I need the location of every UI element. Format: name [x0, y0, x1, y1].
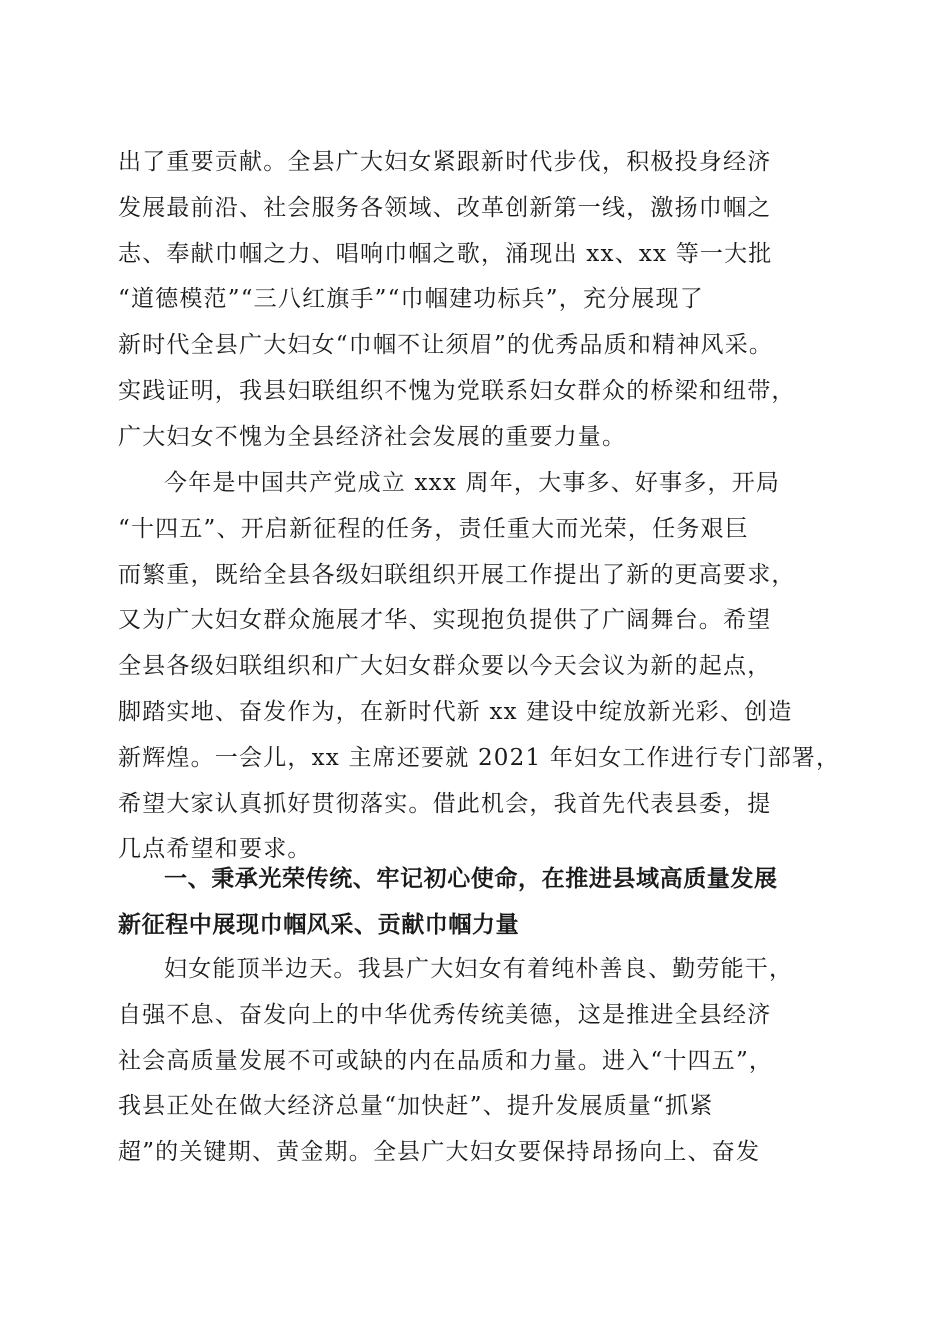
text-line: 我县正处在做大经济总量“加快赶”、提升发展质量“抓紧	[118, 1093, 714, 1120]
text-line: 出了重要贡献。全县广大妇女紧跟新时代步伐，积极投身经济	[118, 149, 772, 175]
text-line: 脚踏实地、奋发作为，在新时代新 xx 建设中绽放新光彩、创造	[118, 698, 793, 725]
text-line: 发展最前沿、社会服务各领域、改革创新第一线，激扬巾帼之	[118, 194, 772, 221]
text-line: 新辉煌。一会儿，xx 主席还要就 2021 年妇女工作进行专门部署，	[118, 744, 841, 771]
text-line: “道德模范”“三八红旗手”“巾帼建功标兵”，充分展现了	[118, 286, 704, 313]
text-line: “十四五”、开启新征程的任务，责任重大而光荣，任务艰巨	[118, 515, 749, 542]
text-line: 自强不息、奋发向上的中华优秀传统美德，这是推进全县经济	[118, 1001, 772, 1028]
text-line: 新时代全县广大妇女“巾帼不让须眉”的优秀品质和精神风采。	[118, 332, 774, 359]
text-line: 超”的关键期、黄金期。全县广大妇女要保持昂扬向上、奋发	[118, 1139, 761, 1166]
text-line: 全县各级妇联组织和广大妇女群众要以今天会议为新的起点，	[118, 653, 772, 680]
paragraph-half-the-sky	[118, 947, 832, 1176]
text-line: 妇女能顶半边天。我县广大妇女有着纯朴善良、勤劳能干，	[164, 956, 794, 982]
section-heading-1	[118, 857, 832, 949]
text-line: 实践证明，我县妇联组织不愧为党联系妇女群众的桥梁和纽带，	[118, 377, 796, 404]
text-line: 今年是中国共产党成立 xxx 周年，大事多、好事多，开局	[164, 470, 781, 496]
heading-line: 新征程中展现巾帼风采、贡献巾帼力量	[118, 911, 520, 938]
text-line: 广大妇女不愧为全县经济社会发展的重要力量。	[118, 423, 627, 450]
text-line: 而繁重，既给全县各级妇联组织开展工作提出了新的更高要求，	[118, 561, 796, 588]
paragraph-contributions	[118, 140, 832, 461]
text-line: 希望大家认真抓好贯彻落实。借此机会，我首先代表县委，提	[118, 790, 772, 817]
text-line: 几点希望和要求。	[118, 836, 312, 863]
heading-line: 一、秉承光荣传统、牢记初心使命，在推进县域高质量发展	[164, 866, 778, 892]
text-line: 志、奉献巾帼之力、唱响巾帼之歌，涌现出 xx、xx 等一大批	[118, 240, 773, 267]
text-line: 社会高质量发展不可或缺的内在品质和力量。进入“十四五”，	[118, 1047, 774, 1074]
text-line: 又为广大妇女群众施展才华、实现抱负提供了广阔舞台。希望	[118, 607, 772, 634]
paragraph-this-year	[118, 461, 841, 873]
